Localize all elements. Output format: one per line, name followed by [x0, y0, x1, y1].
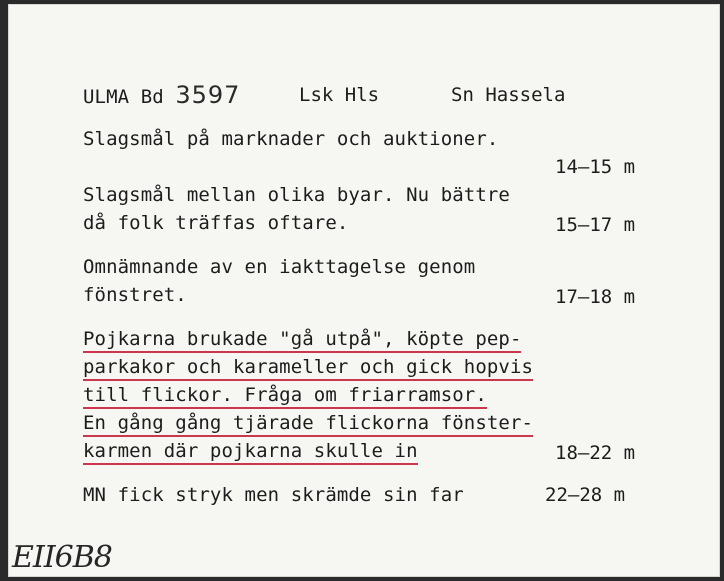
archive-card — [8, 4, 720, 577]
entry-3-line-2: fönstret. — [83, 284, 187, 306]
entry-4-line-1 — [83, 328, 521, 350]
entry-4-line-5-text: karmen där pojkarna skulle in — [83, 440, 418, 465]
entry-5-ref: 22–28 m — [545, 484, 626, 506]
card-header — [83, 81, 241, 109]
province-label: Lsk Hls — [299, 84, 380, 106]
entry-4-line-5 — [83, 440, 418, 462]
entry-4-line-3-text: till flickor. Fråga om friarramsor. — [83, 384, 487, 409]
entry-4-line-4-text: En gång gång tjärade flickorna fönster- — [83, 412, 533, 437]
record-number: 3597 — [175, 81, 241, 109]
archive-signature: EII6B8 — [12, 540, 112, 575]
entry-4-line-2 — [83, 356, 533, 378]
entry-5-text: MN fick stryk men skrämde sin far — [83, 484, 464, 506]
entry-2-line-2: då folk träffas oftare. — [83, 212, 349, 234]
entry-2-ref: 15–17 m — [555, 214, 636, 236]
entry-4-ref: 18–22 m — [555, 442, 636, 464]
parish-label: Sn Hassela — [451, 84, 566, 106]
entry-1-ref: 14–15 m — [555, 156, 636, 178]
entry-3-line-1: Omnämnande av en iakttagelse genom — [83, 256, 476, 278]
entry-1-text: Slagsmål på marknader och auktioner. — [83, 128, 499, 150]
entry-4-line-4 — [83, 412, 533, 434]
entry-4-line-2-text: parkakor och karameller och gick hopvis — [83, 356, 533, 381]
entry-3-ref: 17–18 m — [555, 286, 636, 308]
entry-2-line-1: Slagsmål mellan olika byar. Nu bättre — [83, 184, 510, 206]
entry-4-line-3 — [83, 384, 487, 406]
entry-4-line-1-text: Pojkarna brukade "gå utpå", köpte pep- — [83, 328, 521, 353]
archive-label: ULMA Bd — [83, 86, 164, 108]
